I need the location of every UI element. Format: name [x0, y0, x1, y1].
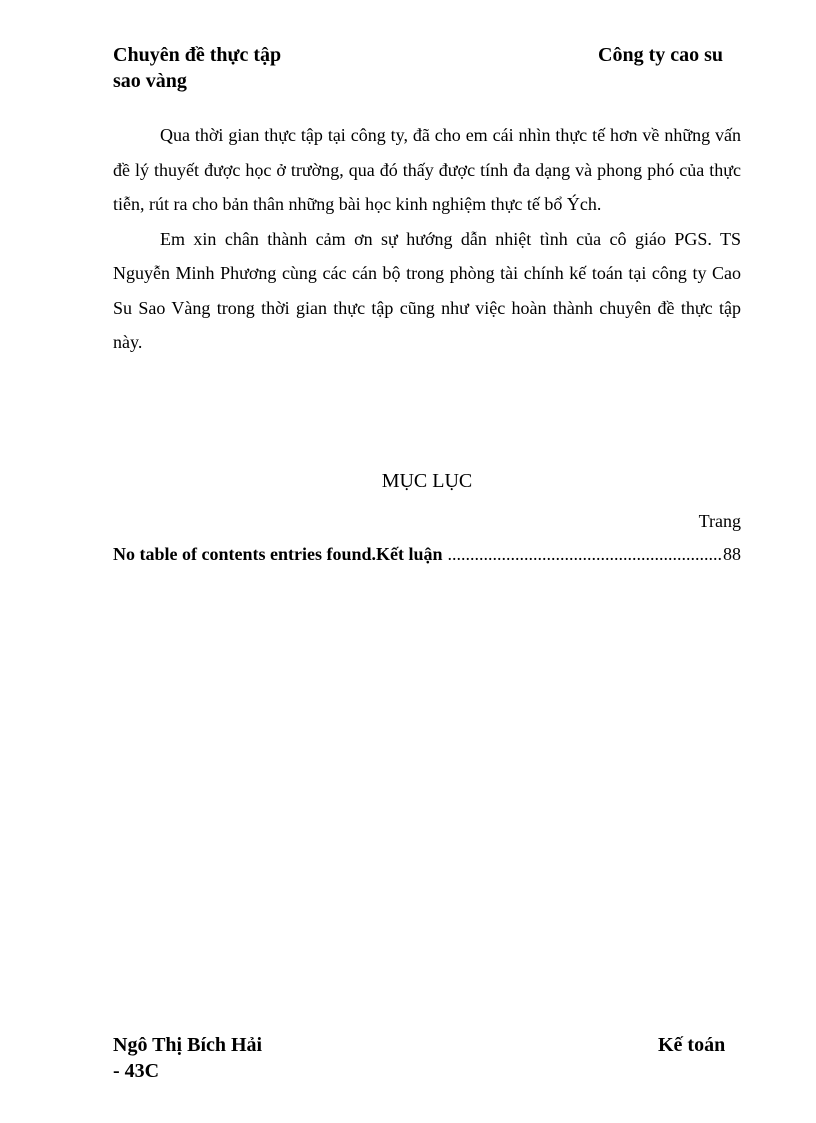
body-text — [113, 118, 741, 360]
toc-entry-text: No table of contents entries found.Kết luận — [113, 544, 443, 564]
paragraph-1: Qua thời gian thực tập tại công ty, đã cho em cái nhìn thực tế hơn về những vấn đề lý thuyết được học ở trường, qua đó thấy được tính đa dạng và phong phó của thực tiễn, rút ra cho bản thân những bài học kinh nghiệm thực tế bổ Ých. — [113, 125, 741, 214]
toc-entry-page: 88 — [723, 544, 741, 564]
footer-author: Ngô Thị Bích Hải — [113, 1034, 263, 1056]
header-company-continuation: sao vàng — [113, 70, 187, 92]
toc-dot-leader — [448, 541, 722, 567]
toc-page-column-label: Trang — [698, 511, 741, 531]
toc-title: MỤC LỤC — [381, 470, 473, 492]
header-company: Công ty cao su — [598, 44, 724, 66]
paragraph-2: Em xin chân thành cảm ơn sự hướng dẫn nhiệt tình của cô giáo PGS. TS Nguyễn Minh Phương cùng các cán bộ trong phòng tài chính kế toán tại công ty Cao Su Sao Vàng trong thời gian thực tập cũng như việc hoàn thành chuyên đề thực tập này. — [113, 228, 741, 352]
toc-entry[interactable] — [113, 541, 741, 567]
header-title: Chuyên đề thực tập — [113, 44, 282, 66]
footer-class: - 43C — [113, 1060, 160, 1082]
footer-department: Kế toán — [658, 1034, 726, 1056]
